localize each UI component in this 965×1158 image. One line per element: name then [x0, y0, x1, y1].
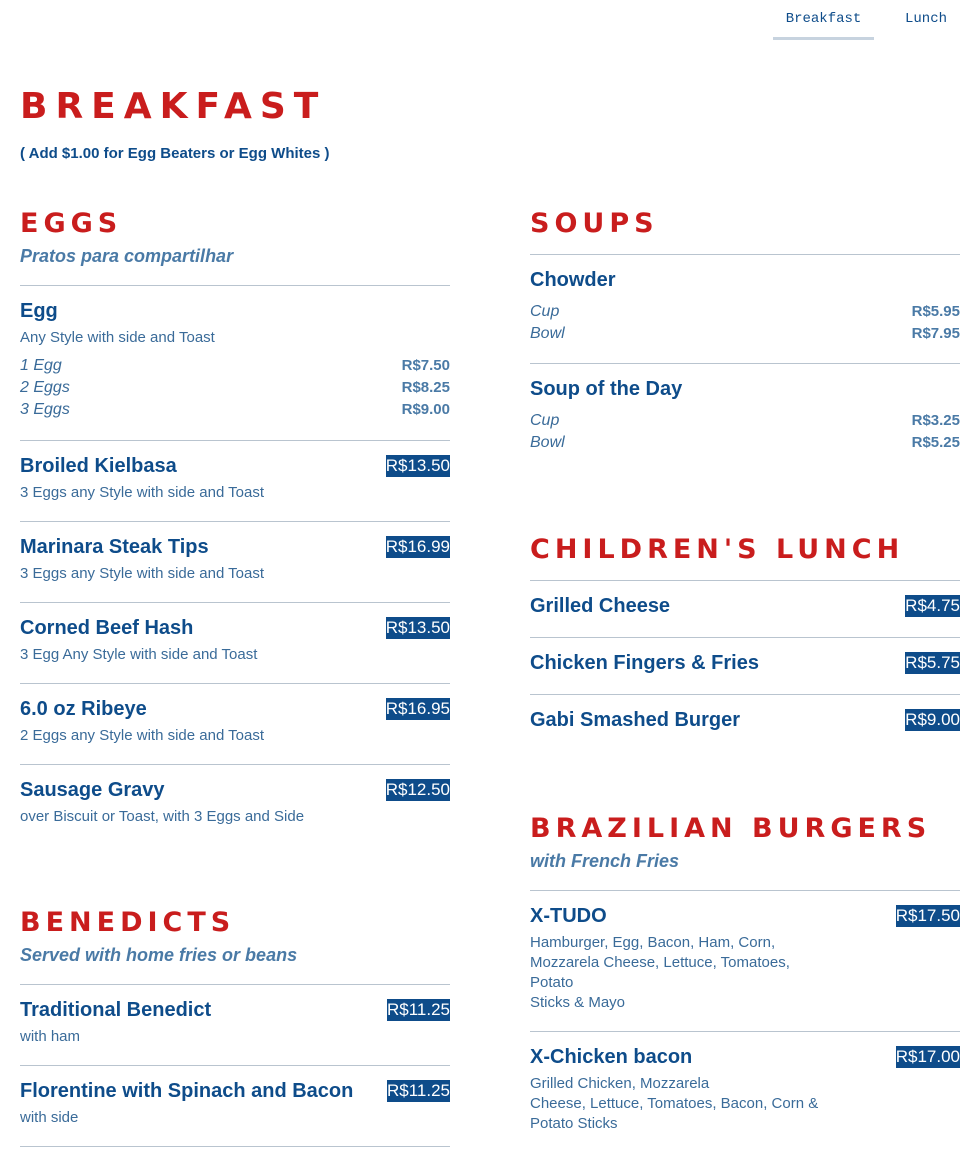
- section-title: BRAZILIAN BURGERS: [530, 813, 932, 844]
- item-name: Egg: [20, 300, 58, 322]
- item-price: R$16.95: [385, 699, 450, 718]
- item-name: Chicken Fingers & Fries: [530, 652, 759, 674]
- item-description: 3 Eggs any Style with side and Toast: [20, 484, 265, 501]
- tab-lunch[interactable]: Lunch: [905, 11, 948, 27]
- section-brazilian-burgers: [530, 812, 960, 872]
- item-price: R$13.50: [385, 618, 450, 637]
- option-row: [530, 432, 960, 454]
- option-row: [20, 399, 450, 421]
- section-benedicts: [20, 906, 450, 966]
- item-description: 3 Eggs any Style with side and Toast: [20, 565, 265, 582]
- menu-item-soup-of-the-day: [530, 378, 960, 454]
- item-description: over Biscuit or Toast, with 3 Eggs and Side: [20, 808, 305, 825]
- divider: [20, 1146, 450, 1147]
- divider: [530, 694, 960, 695]
- divider: [20, 683, 450, 684]
- item-price: R$9.00: [905, 710, 960, 729]
- divider: [530, 363, 960, 364]
- item-name: Traditional Benedict: [20, 999, 212, 1021]
- option-price: R$8.25: [401, 379, 450, 396]
- option-price: R$5.95: [911, 303, 960, 320]
- section-subtitle: with French Fries: [530, 851, 680, 871]
- tab-breakfast[interactable]: Breakfast: [773, 0, 874, 40]
- item-description: 3 Egg Any Style with side and Toast: [20, 646, 258, 663]
- option-price: R$9.00: [401, 401, 450, 418]
- item-description: with side: [20, 1109, 79, 1126]
- option-price: R$7.95: [911, 325, 960, 342]
- divider: [20, 764, 450, 765]
- item-name: Soup of the Day: [530, 378, 683, 400]
- option-label: Bowl: [530, 434, 565, 451]
- item-price: R$17.50: [895, 906, 960, 925]
- divider: [530, 580, 960, 581]
- menu-item: [20, 617, 450, 665]
- option-label: Bowl: [530, 325, 565, 342]
- item-description-line: Sticks & Mayo: [530, 994, 626, 1011]
- menu-item: [530, 595, 960, 618]
- option-label: 3 Eggs: [20, 401, 70, 418]
- option-row: [530, 323, 960, 345]
- option-row: [20, 377, 450, 399]
- section-childrens-lunch: [530, 533, 960, 567]
- item-name: Chowder: [530, 269, 616, 291]
- item-price: R$4.75: [905, 596, 960, 615]
- section-subtitle: Served with home fries or beans: [20, 945, 298, 965]
- divider: [20, 602, 450, 603]
- option-row: [20, 355, 450, 377]
- section-title: CHILDREN'S LUNCH: [530, 534, 905, 565]
- section-title: SOUPS: [530, 208, 659, 239]
- item-name: Marinara Steak Tips: [20, 536, 209, 558]
- menu-item: [20, 455, 450, 503]
- item-price: R$16.99: [385, 537, 450, 556]
- divider: [20, 521, 450, 522]
- item-price: R$5.75: [905, 653, 960, 672]
- item-description: Any Style with side and Toast: [20, 329, 215, 346]
- item-price: R$11.25: [386, 1081, 450, 1100]
- item-name: Grilled Cheese: [530, 595, 671, 617]
- menu-item: [530, 905, 960, 1013]
- option-price: R$7.50: [401, 357, 450, 374]
- option-row: [530, 301, 960, 323]
- item-name: Broiled Kielbasa: [20, 455, 177, 477]
- item-price: R$12.50: [385, 780, 450, 799]
- menu-item: [530, 709, 960, 732]
- divider: [530, 637, 960, 638]
- section-soups: [530, 207, 960, 241]
- item-description-line: Cheese, Lettuce, Tomatoes, Bacon, Corn &: [530, 1095, 819, 1112]
- item-name: X-TUDO: [530, 905, 607, 927]
- menu-item: [20, 779, 450, 827]
- option-label: 1 Egg: [20, 357, 62, 374]
- divider: [20, 984, 450, 985]
- option-label: Cup: [530, 303, 560, 320]
- menu-item-chowder: [530, 269, 960, 345]
- item-name: Gabi Smashed Burger: [530, 709, 741, 731]
- divider: [20, 1065, 450, 1066]
- menu-item: [20, 999, 450, 1047]
- menu-item: [530, 1046, 960, 1134]
- menu-item: [20, 536, 450, 584]
- item-name: Sausage Gravy: [20, 779, 165, 801]
- section-eggs: [20, 207, 450, 267]
- item-name: Florentine with Spinach and Bacon: [20, 1080, 354, 1102]
- section-title: BENEDICTS: [20, 907, 236, 938]
- menu-item-egg: [20, 300, 450, 421]
- item-name: X-Chicken bacon: [530, 1046, 693, 1068]
- item-description-line: Potato Sticks: [530, 1115, 618, 1132]
- section-subtitle: Pratos para compartilhar: [20, 246, 234, 266]
- option-price: R$3.25: [911, 412, 960, 429]
- divider: [20, 440, 450, 441]
- divider: [530, 254, 960, 255]
- divider: [530, 890, 960, 891]
- section-title: EGGS: [20, 208, 123, 239]
- menu-item: [20, 698, 450, 746]
- egg-substitute-note: ( Add $1.00 for Egg Beaters or Egg Whites ): [20, 145, 330, 162]
- menu-item: [530, 652, 960, 675]
- item-name: 6.0 oz Ribeye: [20, 698, 147, 720]
- divider: [530, 1031, 960, 1032]
- option-label: Cup: [530, 412, 560, 429]
- item-description: 2 Eggs any Style with side and Toast: [20, 727, 265, 744]
- option-row: [530, 410, 960, 432]
- option-price: R$5.25: [911, 434, 960, 451]
- item-description-line: Potato: [530, 974, 574, 991]
- item-price: R$11.25: [386, 1000, 450, 1019]
- item-price: R$13.50: [385, 456, 450, 475]
- item-price: R$17.00: [895, 1047, 960, 1066]
- menu-item: [20, 1080, 450, 1128]
- divider: [20, 285, 450, 286]
- item-description-line: Grilled Chicken, Mozzarela: [530, 1075, 710, 1092]
- item-description: with ham: [20, 1028, 81, 1045]
- page-title: BREAKFAST: [20, 86, 327, 127]
- item-description-line: Mozzarela Cheese, Lettuce, Tomatoes,: [530, 954, 790, 971]
- item-description-line: Hamburger, Egg, Bacon, Ham, Corn,: [530, 934, 776, 951]
- option-label: 2 Eggs: [20, 379, 70, 396]
- item-name: Corned Beef Hash: [20, 617, 194, 639]
